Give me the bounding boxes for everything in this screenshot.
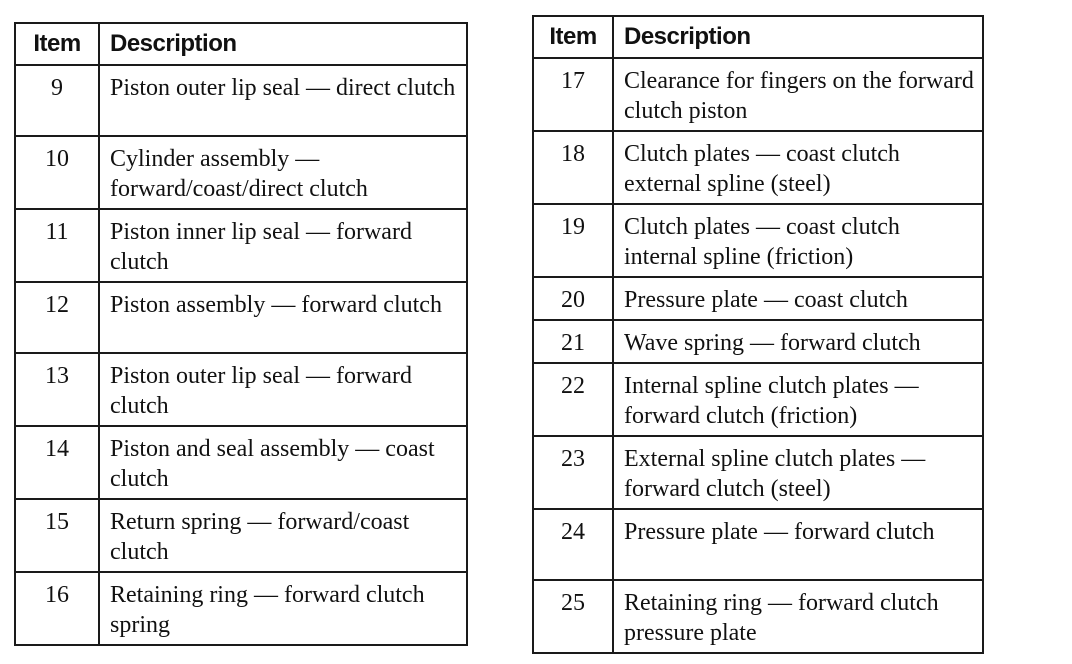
item-description: Retaining ring — forward clutch pressure plate <box>613 580 983 653</box>
item-number: 9 <box>15 65 99 136</box>
item-number: 23 <box>533 436 613 509</box>
description-column-header: Description <box>99 23 467 65</box>
header-row <box>15 23 467 65</box>
item-number: 11 <box>15 209 99 282</box>
item-number: 10 <box>15 136 99 209</box>
item-description: Piston inner lip seal — forward clutch <box>99 209 467 282</box>
table-row <box>533 436 983 509</box>
item-number: 22 <box>533 363 613 436</box>
description-column-header: Description <box>613 16 983 58</box>
table-row <box>15 499 467 572</box>
item-description: Clutch plates — coast clutch external spline (steel) <box>613 131 983 204</box>
item-description: External spline clutch plates — forward clutch (steel) <box>613 436 983 509</box>
table-row <box>533 204 983 277</box>
table-row <box>15 209 467 282</box>
item-description: Clutch plates — coast clutch internal spline (friction) <box>613 204 983 277</box>
table-row <box>15 426 467 499</box>
item-description: Clearance for fingers on the forward clutch piston <box>613 58 983 131</box>
table-row <box>533 363 983 436</box>
item-number: 24 <box>533 509 613 580</box>
item-number: 12 <box>15 282 99 353</box>
table-row <box>533 320 983 363</box>
table-row <box>533 277 983 320</box>
table-row <box>15 353 467 426</box>
item-description: Wave spring — forward clutch <box>613 320 983 363</box>
item-description: Piston outer lip seal — forward clutch <box>99 353 467 426</box>
item-number: 25 <box>533 580 613 653</box>
table-row <box>15 282 467 353</box>
item-description: Pressure plate — coast clutch <box>613 277 983 320</box>
item-number: 13 <box>15 353 99 426</box>
item-description: Piston assembly — forward clutch <box>99 282 467 353</box>
item-column-header: Item <box>533 16 613 58</box>
parts-table-left <box>14 22 468 646</box>
item-number: 20 <box>533 277 613 320</box>
table-row <box>533 509 983 580</box>
item-number: 15 <box>15 499 99 572</box>
table-row <box>15 572 467 645</box>
item-number: 17 <box>533 58 613 131</box>
item-number: 18 <box>533 131 613 204</box>
item-description: Piston outer lip seal — direct clutch <box>99 65 467 136</box>
table-row <box>533 131 983 204</box>
item-description: Internal spline clutch plates — forward clutch (friction) <box>613 363 983 436</box>
header-row <box>533 16 983 58</box>
item-description: Return spring — forward/coast clutch <box>99 499 467 572</box>
item-number: 21 <box>533 320 613 363</box>
item-number: 16 <box>15 572 99 645</box>
item-description: Pressure plate — forward clutch <box>613 509 983 580</box>
item-description: Cylinder assembly — forward/coast/direct clutch <box>99 136 467 209</box>
table-row <box>15 136 467 209</box>
table-row <box>15 65 467 136</box>
item-number: 14 <box>15 426 99 499</box>
item-description: Piston and seal assembly — coast clutch <box>99 426 467 499</box>
item-number: 19 <box>533 204 613 277</box>
parts-table-right <box>532 15 984 654</box>
table-row <box>533 58 983 131</box>
item-column-header: Item <box>15 23 99 65</box>
item-description: Retaining ring — forward clutch spring <box>99 572 467 645</box>
table-row <box>533 580 983 653</box>
